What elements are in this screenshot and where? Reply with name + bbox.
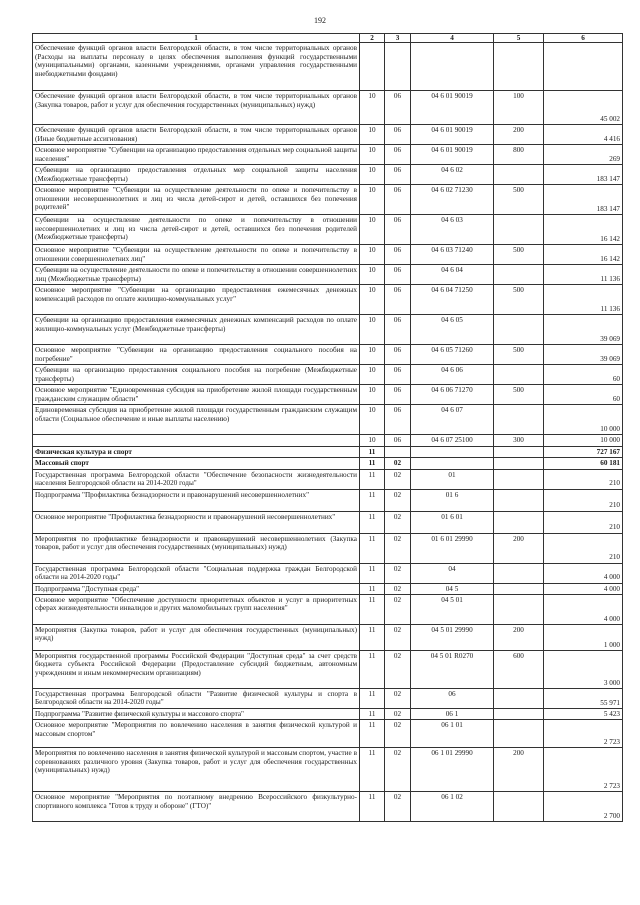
description-cell: Основное мероприятие "Мероприятия по поэтапному внедрению Всероссийского физкультурно-спортивного комплекса "Готов к труду и обороне" (ГТО)" [33, 792, 360, 822]
amount-cell: 4 000 [544, 563, 623, 583]
target-article-cell: 04 6 02 71230 [411, 185, 494, 215]
description-cell: Основное мероприятие "Субвенции на организацию предоставления отдельных мер социальной защиты населения" [33, 145, 360, 165]
amount-cell: 60 [544, 385, 623, 405]
target-article-cell: 04 5 01 R0270 [411, 651, 494, 689]
table-row [33, 385, 623, 405]
target-article-cell: 06 1 [411, 709, 494, 720]
section-code-cell: 11 [360, 595, 385, 625]
expense-type-cell [494, 563, 544, 583]
target-article-cell [411, 446, 494, 457]
amount-cell: 10 000 [544, 435, 623, 446]
table-row [33, 748, 623, 792]
amount-cell: 210 [544, 511, 623, 533]
table-row [33, 720, 623, 748]
table-row [33, 365, 623, 385]
subsection-code-cell: 06 [385, 435, 411, 446]
expense-type-cell: 500 [494, 345, 544, 365]
amount-cell: 16 142 [544, 245, 623, 265]
target-article-cell: 04 5 [411, 583, 494, 594]
table-row [33, 689, 623, 709]
table-row [33, 345, 623, 365]
description-cell: Субвенции на организацию предоставления ежемесячных денежных компенсаций расходов по оплате жилищно-коммунальных услуг (Межбюджетные трансферты) [33, 315, 360, 345]
description-cell: Мероприятия государственной программы Российской Федерации "Доступная среда" за счет средств бюджета субъекта Российской Федерации (Предоставление субсидий бюджетным, автономным учреждениям и иным некоммерческим организациям) [33, 651, 360, 689]
amount-cell: 210 [544, 469, 623, 489]
amount-cell: 11 136 [544, 285, 623, 315]
table-row [33, 215, 623, 245]
expense-type-cell [494, 165, 544, 185]
subsection-code-cell: 02 [385, 651, 411, 689]
table-row [33, 511, 623, 533]
table-row [33, 595, 623, 625]
table-row [33, 709, 623, 720]
column-number-4: 4 [411, 34, 494, 43]
description-cell: Субвенции на осуществление деятельности по опеке и попечительству в отношении несовершеннолетних и лиц из числа детей-сирот и детей, оставшихся без попечения родителей (Межбюджетные трансферты) [33, 215, 360, 245]
section-code-cell: 11 [360, 689, 385, 709]
column-number-2: 2 [360, 34, 385, 43]
subsection-code-cell: 06 [385, 125, 411, 145]
section-code-cell: 10 [360, 245, 385, 265]
target-article-cell: 04 6 04 71250 [411, 285, 494, 315]
description-cell: Обеспечение функций органов власти Белгородской области, в том числе территориальных органов (Иные бюджетные ассигнования) [33, 125, 360, 145]
section-code-cell: 11 [360, 489, 385, 511]
amount-cell: 183 147 [544, 185, 623, 215]
description-cell: Государственная программа Белгородской области "Развитие физической культуры и спорта в Белгородской области на 2014-2020 годы" [33, 689, 360, 709]
description-cell: Подпрограмма "Доступная среда" [33, 583, 360, 594]
table-row [33, 145, 623, 165]
target-article-cell: 01 6 01 29990 [411, 533, 494, 563]
table-row [33, 405, 623, 435]
target-article-cell: 04 6 03 71240 [411, 245, 494, 265]
description-cell: Основное мероприятие "Субвенции на организацию предоставления ежемесячных денежных компенсаций расходов по оплате жилищно-коммунальных услуг" [33, 285, 360, 315]
section-code-cell: 11 [360, 533, 385, 563]
description-cell: Основное мероприятие "Субвенции на организацию предоставления социального пособия на погребение" [33, 345, 360, 365]
expense-type-cell: 600 [494, 651, 544, 689]
subsection-code-cell: 02 [385, 748, 411, 792]
subsection-code-cell: 06 [385, 405, 411, 435]
table-row [33, 185, 623, 215]
target-article-cell: 04 6 05 [411, 315, 494, 345]
column-number-6: 6 [544, 34, 623, 43]
target-article-cell: 06 1 01 29990 [411, 748, 494, 792]
amount-cell: 45 002 [544, 91, 623, 125]
section-code-cell: 10 [360, 405, 385, 435]
amount-cell: 727 167 [544, 446, 623, 457]
subsection-code-cell: 06 [385, 385, 411, 405]
description-cell: Субвенции на организацию предоставления социального пособия на погребение (Межбюджетные трансферты) [33, 365, 360, 385]
amount-cell: 3 000 [544, 651, 623, 689]
section-code-cell: 11 [360, 469, 385, 489]
target-article-cell: 04 5 01 [411, 595, 494, 625]
target-article-cell: 04 6 01 90019 [411, 125, 494, 145]
amount-cell: 5 423 [544, 709, 623, 720]
subsection-code-cell: 06 [385, 365, 411, 385]
description-cell: Массовый спорт [33, 458, 360, 469]
description-cell: Подпрограмма "Развитие физической культуры и массового спорта" [33, 709, 360, 720]
target-article-cell [411, 458, 494, 469]
target-article-cell: 06 1 02 [411, 792, 494, 822]
description-cell: Государственная программа Белгородской области "Обеспечение безопасности жизнедеятельности населения Белгородской области на 2014-2020 годы" [33, 469, 360, 489]
subsection-code-cell: 06 [385, 165, 411, 185]
subsection-code-cell: 06 [385, 265, 411, 285]
description-cell: Обеспечение функций органов власти Белгородской области, в том числе территориальных органов (Закупка товаров, работ и услуг для обеспечения государственных (муниципальных) нужд) [33, 91, 360, 125]
amount-cell: 1 000 [544, 625, 623, 651]
subsection-code-cell: 02 [385, 595, 411, 625]
table-row [33, 245, 623, 265]
section-code-cell: 11 [360, 792, 385, 822]
description-cell: Основное мероприятие "Единовременная субсидия на приобретение жилой площади государственным гражданским служащим области" [33, 385, 360, 405]
expense-type-cell [494, 720, 544, 748]
description-cell: Субвенции на организацию предоставления отдельных мер социальной защиты населения (Межбюджетные трансферты) [33, 165, 360, 185]
subsection-code-cell: 02 [385, 583, 411, 594]
table-row [33, 458, 623, 469]
expense-type-cell [494, 792, 544, 822]
expense-type-cell [494, 469, 544, 489]
section-code-cell: 10 [360, 385, 385, 405]
column-number-1: 1 [33, 34, 360, 43]
subsection-code-cell: 02 [385, 458, 411, 469]
subsection-code-cell: 06 [385, 245, 411, 265]
description-cell: Обеспечение функций органов власти Белгородской области, в том числе территориальных органов (Расходы на выплаты персоналу в целях обеспечения выполнения функций государственными (муниципальными) органами, казенными учреждениями, органами управления государственными внебюджетными фондами) [33, 43, 360, 91]
section-code-cell: 10 [360, 285, 385, 315]
amount-cell: 4 416 [544, 125, 623, 145]
subsection-code-cell: 02 [385, 625, 411, 651]
subsection-code-cell [385, 43, 411, 91]
subsection-code-cell: 06 [385, 145, 411, 165]
subsection-code-cell [385, 446, 411, 457]
table-row [33, 583, 623, 594]
table-row [33, 469, 623, 489]
expense-type-cell [494, 709, 544, 720]
amount-cell: 39 069 [544, 345, 623, 365]
section-code-cell: 10 [360, 91, 385, 125]
subsection-code-cell: 02 [385, 709, 411, 720]
subsection-code-cell: 06 [385, 285, 411, 315]
expense-type-cell: 200 [494, 125, 544, 145]
table-row [33, 446, 623, 457]
description-cell: Мероприятия по профилактике безнадзорности и правонарушений несовершеннолетних (Закупка товаров, работ и услуг для обеспечения государственных (муниципальных) нужд) [33, 533, 360, 563]
subsection-code-cell: 02 [385, 720, 411, 748]
target-article-cell: 06 [411, 689, 494, 709]
amount-cell [544, 43, 623, 91]
amount-cell: 10 000 [544, 405, 623, 435]
section-code-cell: 11 [360, 709, 385, 720]
target-article-cell: 04 [411, 563, 494, 583]
subsection-code-cell: 02 [385, 511, 411, 533]
expense-type-cell [494, 215, 544, 245]
amount-cell: 39 069 [544, 315, 623, 345]
section-code-cell: 11 [360, 748, 385, 792]
amount-cell: 60 [544, 365, 623, 385]
amount-cell: 2 723 [544, 720, 623, 748]
section-code-cell: 10 [360, 125, 385, 145]
expense-type-cell [494, 595, 544, 625]
expense-type-cell [494, 265, 544, 285]
table-row [33, 285, 623, 315]
expense-type-cell [494, 446, 544, 457]
expense-type-cell: 300 [494, 435, 544, 446]
page-number: 192 [314, 16, 326, 25]
subsection-code-cell: 02 [385, 489, 411, 511]
expense-type-cell: 200 [494, 533, 544, 563]
description-cell: Основное мероприятие "Субвенции на осуществление деятельности по опеке и попечительству в отношении совершеннолетних лиц" [33, 245, 360, 265]
subsection-code-cell: 02 [385, 689, 411, 709]
expense-type-cell [494, 689, 544, 709]
expense-type-cell: 500 [494, 385, 544, 405]
target-article-cell [411, 43, 494, 91]
target-article-cell: 04 6 02 [411, 165, 494, 185]
section-code-cell: 11 [360, 720, 385, 748]
section-code-cell: 10 [360, 315, 385, 345]
target-article-cell: 04 6 07 [411, 405, 494, 435]
target-article-cell: 01 [411, 469, 494, 489]
target-article-cell: 04 6 01 90019 [411, 145, 494, 165]
table-row [33, 125, 623, 145]
subsection-code-cell: 02 [385, 563, 411, 583]
description-cell: Основное мероприятие "Обеспечение доступности приоритетных объектов и услуг в приоритетных сферах жизнедеятельности инвалидов и других маломобильных групп населения" [33, 595, 360, 625]
section-code-cell: 11 [360, 625, 385, 651]
expense-type-cell: 100 [494, 91, 544, 125]
amount-cell: 60 181 [544, 458, 623, 469]
amount-cell: 4 000 [544, 583, 623, 594]
table-row [33, 533, 623, 563]
section-code-cell: 11 [360, 446, 385, 457]
table-row [33, 792, 623, 822]
target-article-cell: 04 6 05 71260 [411, 345, 494, 365]
amount-cell: 2 700 [544, 792, 623, 822]
section-code-cell: 11 [360, 563, 385, 583]
description-cell: Единовременная субсидия на приобретение жилой площади государственным гражданским служащим области (Социальное обеспечение и иные выплаты населению) [33, 405, 360, 435]
description-cell: Мероприятия по вовлечению населения в занятия физической культурой и массовым спортом, участие в соревнованиях различного уровня (Закупка товаров, работ и услуг для обеспечения государственных (муниципальных) нужд) [33, 748, 360, 792]
table-row [33, 489, 623, 511]
subsection-code-cell: 02 [385, 469, 411, 489]
description-cell: Мероприятия (Закупка товаров, работ и услуг для обеспечения государственных (муниципальных) нужд) [33, 625, 360, 651]
expense-type-cell [494, 583, 544, 594]
amount-cell: 2 723 [544, 748, 623, 792]
expense-type-cell: 800 [494, 145, 544, 165]
description-cell: Основное мероприятие "Профилактика безнадзорности и правонарушений несовершеннолетних" [33, 511, 360, 533]
column-number-5: 5 [494, 34, 544, 43]
column-number-3: 3 [385, 34, 411, 43]
table-row [33, 651, 623, 689]
target-article-cell: 04 6 03 [411, 215, 494, 245]
amount-cell: 269 [544, 145, 623, 165]
expense-type-cell [494, 365, 544, 385]
section-code-cell: 10 [360, 365, 385, 385]
table-row [33, 43, 623, 91]
section-code-cell: 11 [360, 651, 385, 689]
expense-type-cell [494, 405, 544, 435]
amount-cell: 16 142 [544, 215, 623, 245]
section-code-cell: 10 [360, 435, 385, 446]
section-code-cell: 10 [360, 185, 385, 215]
section-code-cell: 10 [360, 345, 385, 365]
section-code-cell: 11 [360, 458, 385, 469]
subsection-code-cell: 02 [385, 792, 411, 822]
target-article-cell: 04 5 01 29990 [411, 625, 494, 651]
table-row [33, 315, 623, 345]
section-code-cell [360, 43, 385, 91]
section-code-cell: 10 [360, 145, 385, 165]
amount-cell: 55 971 [544, 689, 623, 709]
target-article-cell: 01 6 01 [411, 511, 494, 533]
subsection-code-cell: 06 [385, 185, 411, 215]
target-article-cell: 04 6 06 [411, 365, 494, 385]
target-article-cell: 04 6 01 90019 [411, 91, 494, 125]
expense-type-cell: 500 [494, 185, 544, 215]
expense-type-cell [494, 43, 544, 91]
target-article-cell: 04 6 07 25100 [411, 435, 494, 446]
description-cell: Подпрограмма "Профилактика безнадзорности и правонарушений несовершеннолетних" [33, 489, 360, 511]
amount-cell: 183 147 [544, 165, 623, 185]
target-article-cell: 06 1 01 [411, 720, 494, 748]
table-row [33, 625, 623, 651]
amount-cell: 210 [544, 489, 623, 511]
subsection-code-cell: 06 [385, 215, 411, 245]
expense-type-cell: 500 [494, 285, 544, 315]
section-code-cell: 11 [360, 511, 385, 533]
description-cell: Физическая культура и спорт [33, 446, 360, 457]
subsection-code-cell: 06 [385, 345, 411, 365]
expense-type-cell: 500 [494, 245, 544, 265]
subsection-code-cell: 06 [385, 315, 411, 345]
description-cell [33, 435, 360, 446]
table-row [33, 265, 623, 285]
description-cell: Основное мероприятие "Субвенции на осуществление деятельности по опеке и попечительству в отношении несовершеннолетних и лиц из числа детей-сирот и детей, оставшихся без попечения родителей" [33, 185, 360, 215]
target-article-cell: 01 6 [411, 489, 494, 511]
expense-type-cell [494, 489, 544, 511]
amount-cell: 210 [544, 533, 623, 563]
subsection-code-cell: 06 [385, 91, 411, 125]
subsection-code-cell: 02 [385, 533, 411, 563]
expense-type-cell: 200 [494, 625, 544, 651]
expense-type-cell [494, 458, 544, 469]
section-code-cell: 10 [360, 215, 385, 245]
amount-cell: 11 136 [544, 265, 623, 285]
budget-table [32, 33, 623, 822]
expense-type-cell: 200 [494, 748, 544, 792]
description-cell: Государственная программа Белгородской области "Социальная поддержка граждан Белгородской области на 2014-2020 годы" [33, 563, 360, 583]
target-article-cell: 04 6 04 [411, 265, 494, 285]
table-row [33, 91, 623, 125]
section-code-cell: 11 [360, 583, 385, 594]
column-number-row [33, 34, 623, 43]
section-code-cell: 10 [360, 265, 385, 285]
expense-type-cell [494, 315, 544, 345]
target-article-cell: 04 6 06 71270 [411, 385, 494, 405]
table-row [33, 435, 623, 446]
section-code-cell: 10 [360, 165, 385, 185]
table-row [33, 165, 623, 185]
expense-type-cell [494, 511, 544, 533]
amount-cell: 4 000 [544, 595, 623, 625]
description-cell: Основное мероприятие "Мероприятия по вовлечению населения в занятия физической культурой и массовым спортом" [33, 720, 360, 748]
description-cell: Субвенции на осуществление деятельности по опеке и попечительству в отношении совершеннолетних лиц (Межбюджетные трансферты) [33, 265, 360, 285]
table-row [33, 563, 623, 583]
